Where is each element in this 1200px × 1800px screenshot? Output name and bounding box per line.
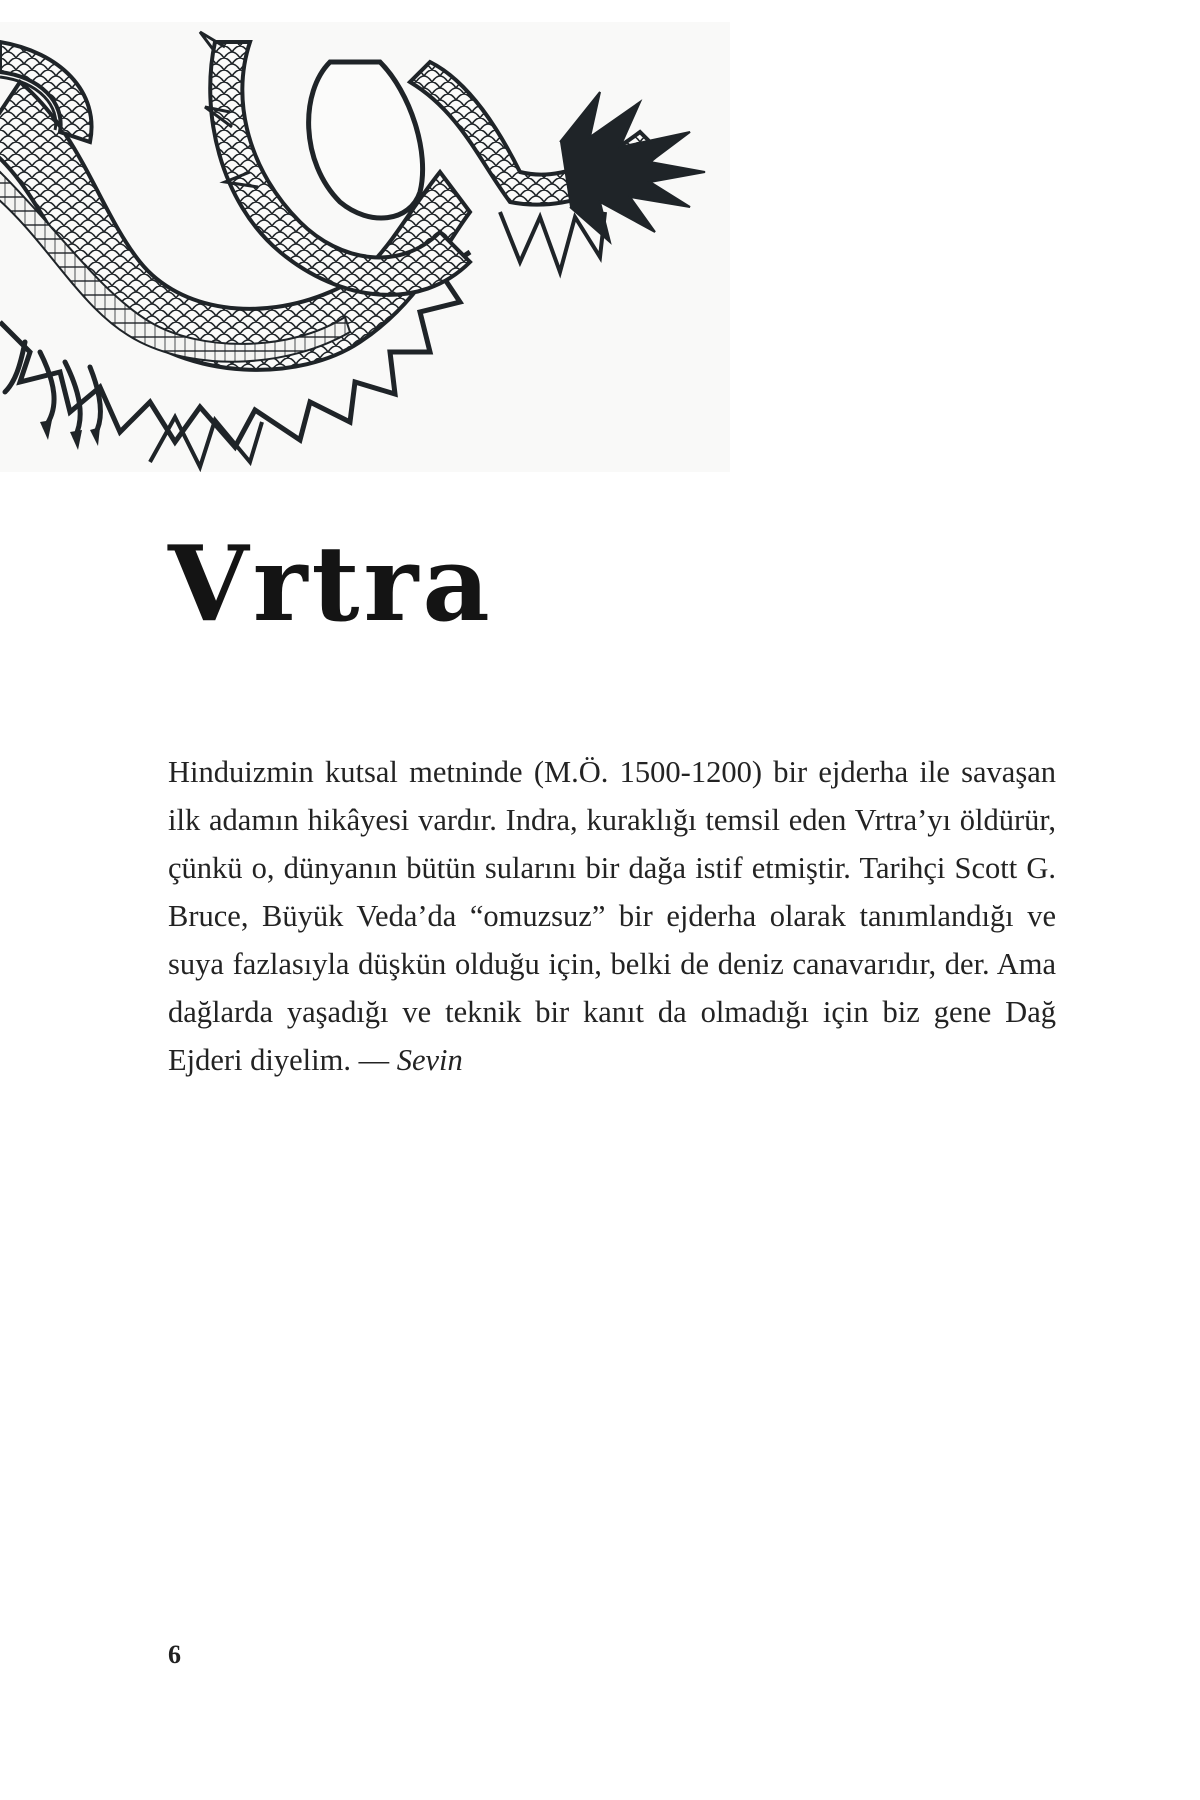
body-paragraph [168,748,1056,1084]
page-number: 6 [168,1640,181,1669]
page-title: Vrtra [168,522,494,645]
author-signature: Sevin [396,1043,463,1077]
dragon-illustration-icon [0,22,730,472]
body-text: Hinduizmin kutsal metninde (M.Ö. 1500-1200) bir ejderha ile savaşan ilk adamın hikâyesi vardır. Indra, kuraklığı temsil eden Vrtra’yı öldürür, çünkü o, dünyanın bütün sularını bir dağa istif etmiştir. Tarihçi Scott G. Bruce, Büyük Veda’da “omuzsuz” bir ejderha olarak tanımlandığı ve suya fazlasıyla düşkün olduğu için, belki de deniz canavarıdır, der. Ama dağlarda yaşadığı ve teknik bir kanıt da olmadığı için biz gene Dağ Ejderi diyelim. — [168,755,1056,1077]
